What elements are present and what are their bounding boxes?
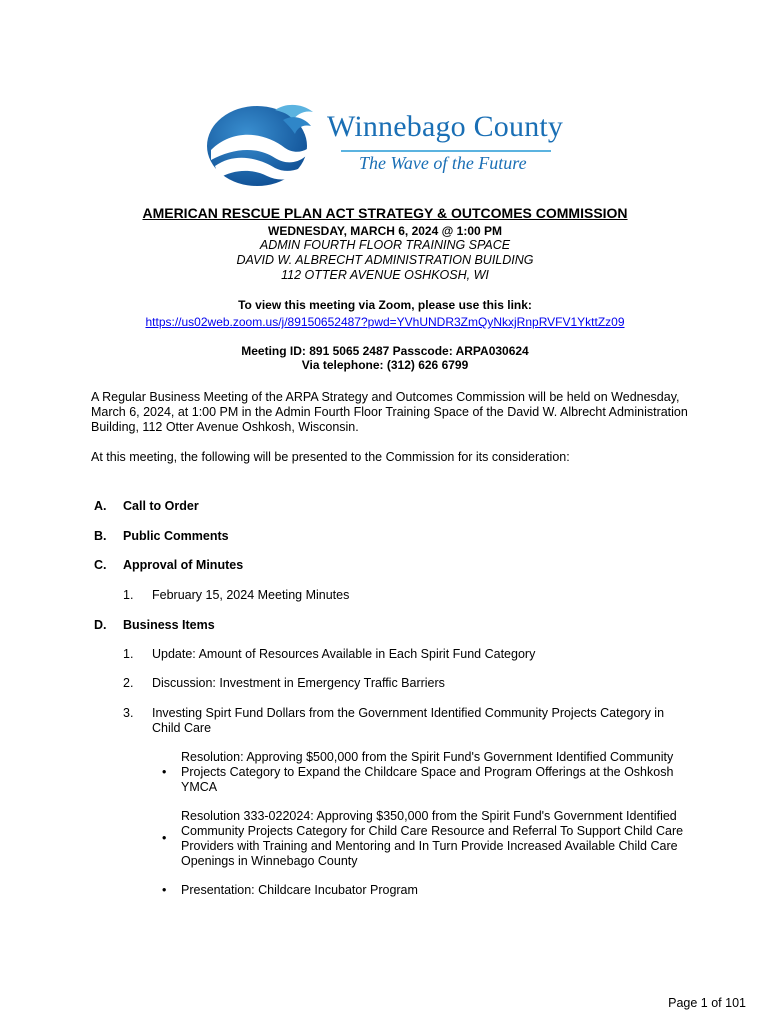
logo-divider bbox=[341, 150, 551, 152]
agenda-item-business-items: Business Items bbox=[123, 618, 215, 632]
list-item: February 15, 2024 Meeting Minutes bbox=[152, 588, 350, 602]
page-number: Page 1 of 101 bbox=[668, 996, 746, 1010]
wave-logo-icon bbox=[205, 98, 317, 188]
agenda-letter-a: A. bbox=[94, 499, 107, 513]
bullet-mark: • bbox=[162, 883, 167, 897]
agenda-letter-b: B. bbox=[94, 529, 107, 543]
bullet-item: Resolution 333-022024: Approving $350,000 from the Spirit Fund's Government Identified Community Projects Category for Child Care Resource and Referral To Support Child Care Providers with Training and Mentoring and In Turn Provide Increased Available Child Care Openings in Winnebago County bbox=[181, 809, 684, 868]
list-item-number: 2. bbox=[123, 676, 134, 690]
list-item: Update: Amount of Resources Available in Each Spirit Fund Category bbox=[152, 647, 536, 661]
zoom-intro: To view this meeting via Zoom, please use this link: bbox=[238, 298, 532, 312]
agenda-item-approval-of-minutes: Approval of Minutes bbox=[123, 558, 244, 572]
location-line-1: ADMIN FOURTH FLOOR TRAINING SPACE bbox=[259, 238, 511, 252]
list-item-number: 1. bbox=[123, 647, 134, 661]
bullet-item: Presentation: Childcare Incubator Program bbox=[181, 883, 418, 897]
page-title: AMERICAN RESCUE PLAN ACT STRATEGY & OUTCOMES COMMISSION bbox=[142, 205, 628, 221]
list-item-number: 1. bbox=[123, 588, 134, 602]
agenda-item-call-to-order: Call to Order bbox=[123, 499, 199, 513]
list-item: Discussion: Investment in Emergency Traffic Barriers bbox=[152, 676, 445, 690]
telephone: Via telephone: (312) 626 6799 bbox=[301, 358, 469, 372]
agenda-letter-c: C. bbox=[94, 558, 107, 572]
list-item: Investing Spirt Fund Dollars from the Government Identified Community Projects Category in Child Care bbox=[152, 706, 665, 735]
meeting-datetime: WEDNESDAY, MARCH 6, 2024 @ 1:00 PM bbox=[268, 224, 502, 238]
location-line-3: 112 OTTER AVENUE OSHKOSH, WI bbox=[281, 268, 489, 282]
presentation-intro: At this meeting, the following will be presented to the Commission for its consideration: bbox=[91, 450, 570, 464]
bullet-mark: • bbox=[162, 765, 167, 779]
county-logo bbox=[205, 98, 565, 190]
logo-name: Winnebago County bbox=[327, 110, 564, 143]
bullet-item: Resolution: Approving $500,000 from the Spirit Fund's Government Identified Community Projects Category to Expand the Childcare Space and Program Offerings at the Oshkosh YMCA bbox=[181, 750, 674, 794]
zoom-link[interactable]: https://us02web.zoom.us/j/89150652487?pwd=YVhUNDR3ZmQyNkxjRnpRVFV1YkttZz09 bbox=[145, 315, 625, 329]
location-line-2: DAVID W. ALBRECHT ADMINISTRATION BUILDING bbox=[236, 253, 534, 267]
agenda-item-public-comments: Public Comments bbox=[123, 529, 229, 543]
intro-paragraph: A Regular Business Meeting of the ARPA Strategy and Outcomes Commission will be held on Wednesday, March 6, 2024, at 1:00 PM in the Admin Fourth Floor Training Space of the David W. Albrecht Administration Building, 112 Otter Avenue Oshkosh, Wisconsin. bbox=[91, 390, 688, 434]
list-item-number: 3. bbox=[123, 706, 134, 720]
bullet-mark: • bbox=[162, 831, 167, 845]
meeting-id: Meeting ID: 891 5065 2487 Passcode: ARPA030624 bbox=[241, 344, 529, 358]
agenda-letter-d: D. bbox=[94, 618, 107, 632]
logo-tagline: The Wave of the Future bbox=[359, 153, 527, 173]
